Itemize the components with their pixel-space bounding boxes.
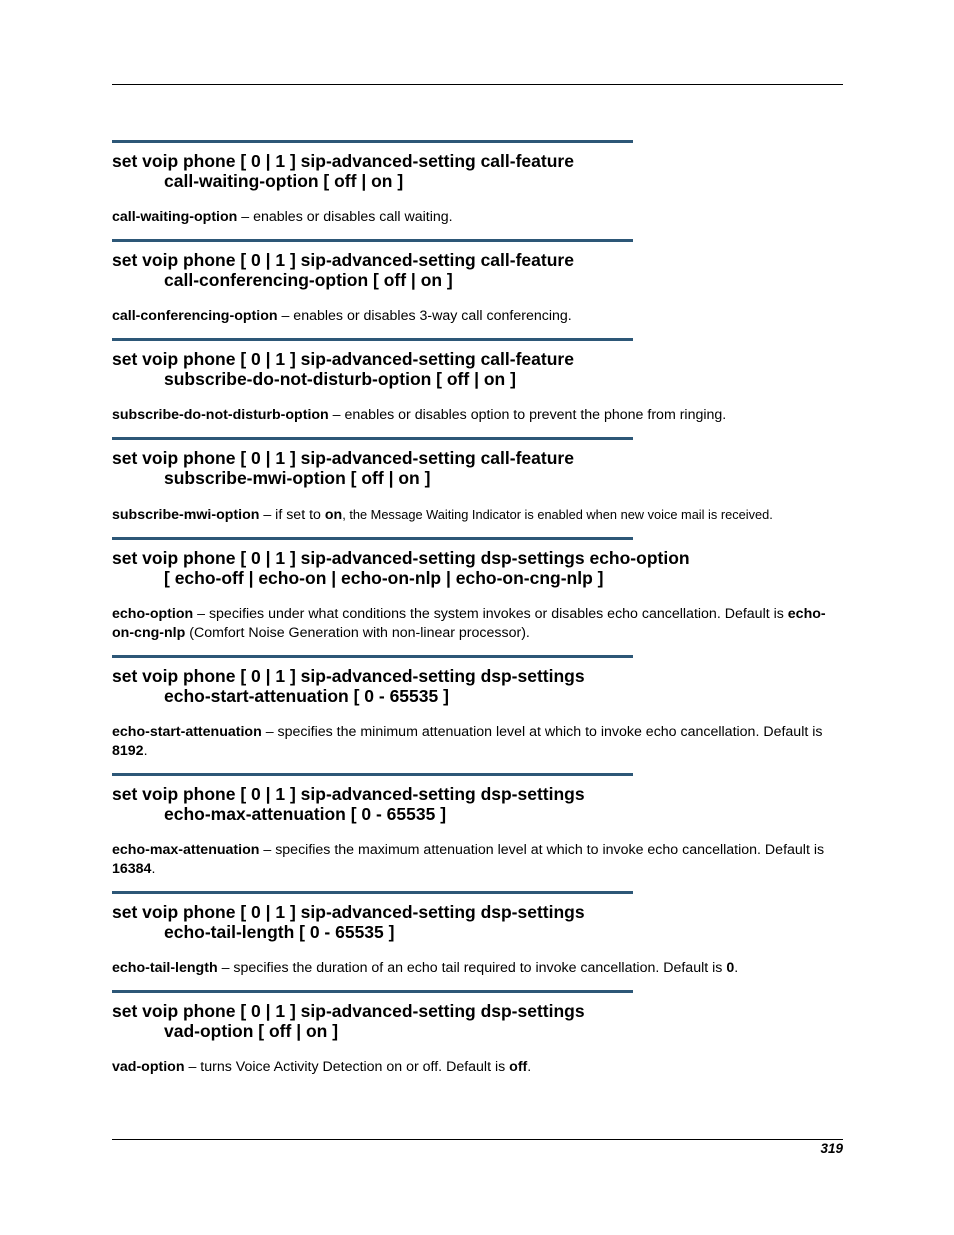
section-call-waiting (112, 140, 843, 227)
description-text: – enables or disables option to prevent the phone from ringing. (328, 407, 727, 423)
command-line-2: echo-tail-length [ 0 - 65535 ] (164, 922, 395, 942)
section-bar (112, 338, 633, 341)
description-text-2: . (143, 743, 148, 759)
section-echo-option (112, 537, 843, 643)
command-line-1: set voip phone [ 0 | 1 ] sip-advanced-setting call-feature (112, 250, 574, 270)
command-line-1: set voip phone [ 0 | 1 ] sip-advanced-setting dsp-settings (112, 784, 585, 804)
description (112, 307, 843, 326)
description-text-2: . (527, 1059, 532, 1075)
description (112, 959, 843, 978)
command-line-1: set voip phone [ 0 | 1 ] sip-advanced-setting dsp-settings (112, 902, 585, 922)
default-value: 8192 (112, 743, 144, 759)
default-value: 16384 (112, 861, 152, 877)
section-bar (112, 140, 633, 143)
description-text: – enables or disables 3-way call conferencing. (277, 308, 572, 324)
section-bar (112, 239, 633, 242)
command-line-1: set voip phone [ 0 | 1 ] sip-advanced-setting dsp-settings (112, 1001, 585, 1021)
section-bar (112, 773, 633, 776)
description-text-2: . (151, 861, 156, 877)
value-on: on (324, 507, 343, 523)
term: echo-option (112, 606, 194, 622)
command-line-2: echo-start-attenuation [ 0 - 65535 ] (164, 686, 449, 706)
description (112, 841, 843, 879)
section-echo-max-attenuation (112, 773, 843, 879)
description-text: – specifies the minimum attenuation level at which to invoke echo cancellation. Default is (261, 724, 823, 740)
command-line-1: set voip phone [ 0 | 1 ] sip-advanced-setting call-feature (112, 448, 574, 468)
description-text: – specifies under what conditions the system invokes or disables echo cancellation. Default is (193, 606, 788, 622)
description-text: – enables or disables call waiting. (237, 209, 453, 225)
command-line-1: set voip phone [ 0 | 1 ] sip-advanced-setting call-feature (112, 349, 574, 369)
header-rule (112, 84, 843, 85)
section-echo-tail-length (112, 891, 843, 978)
term: vad-option (112, 1059, 185, 1075)
section-bar (112, 655, 633, 658)
section-echo-start-attenuation (112, 655, 843, 761)
term: subscribe-mwi-option (112, 507, 260, 523)
page-content (112, 140, 843, 1089)
command-line-2: subscribe-do-not-disturb-option [ off | on ] (164, 369, 516, 389)
section-bar (112, 891, 633, 894)
description (112, 505, 843, 525)
command-line-2: call-waiting-option [ off | on ] (164, 171, 404, 191)
command-line-1: set voip phone [ 0 | 1 ] sip-advanced-setting call-feature (112, 151, 574, 171)
command-line-2: subscribe-mwi-option [ off | on ] (164, 468, 431, 488)
term: echo-max-attenuation (112, 842, 260, 858)
term: call-conferencing-option (112, 308, 278, 324)
term: call-waiting-option (112, 209, 238, 225)
description (112, 208, 843, 227)
page-number: 319 (820, 1141, 843, 1156)
command-line-2: call-conferencing-option [ off | on ] (164, 270, 453, 290)
section-vad-option (112, 990, 843, 1077)
default-value: off (509, 1059, 528, 1075)
description-text-2: . (734, 960, 739, 976)
default-value: echo-on-cng-nlp (112, 606, 826, 641)
description-text: – turns Voice Activity Detection on or off. Default is (184, 1059, 510, 1075)
footer-rule (112, 1139, 843, 1140)
description (112, 406, 843, 425)
description-text-2: (Comfort Noise Generation with non-linear processor). (185, 625, 530, 641)
command-line-1: set voip phone [ 0 | 1 ] sip-advanced-setting dsp-settings (112, 666, 585, 686)
command-line-2: echo-max-attenuation [ 0 - 65535 ] (164, 804, 447, 824)
section-bar (112, 537, 633, 540)
term: echo-start-attenuation (112, 724, 262, 740)
section-bar (112, 437, 633, 440)
section-mwi (112, 437, 843, 525)
command-line-2: vad-option [ off | on ] (164, 1021, 339, 1041)
section-bar (112, 990, 633, 993)
description-text: – if set to (259, 507, 325, 523)
section-call-conferencing (112, 239, 843, 326)
section-do-not-disturb (112, 338, 843, 425)
description (112, 1058, 843, 1077)
term: echo-tail-length (112, 960, 218, 976)
command-line-1: set voip phone [ 0 | 1 ] sip-advanced-setting dsp-settings echo-option (112, 548, 690, 568)
description-text: – specifies the maximum attenuation level at which to invoke echo cancellation. Default is (259, 842, 825, 858)
description-text: – specifies the duration of an echo tail required to invoke cancellation. Default is (217, 960, 727, 976)
description (112, 723, 843, 761)
description-text-2: , the Message Waiting Indicator is enabled when new voice mail is received. (342, 507, 773, 522)
description (112, 605, 843, 643)
command-line-2: [ echo-off | echo-on | echo-on-nlp | echo-on-cng-nlp ] (164, 568, 604, 588)
default-value: 0 (726, 960, 735, 976)
term: subscribe-do-not-disturb-option (112, 407, 329, 423)
